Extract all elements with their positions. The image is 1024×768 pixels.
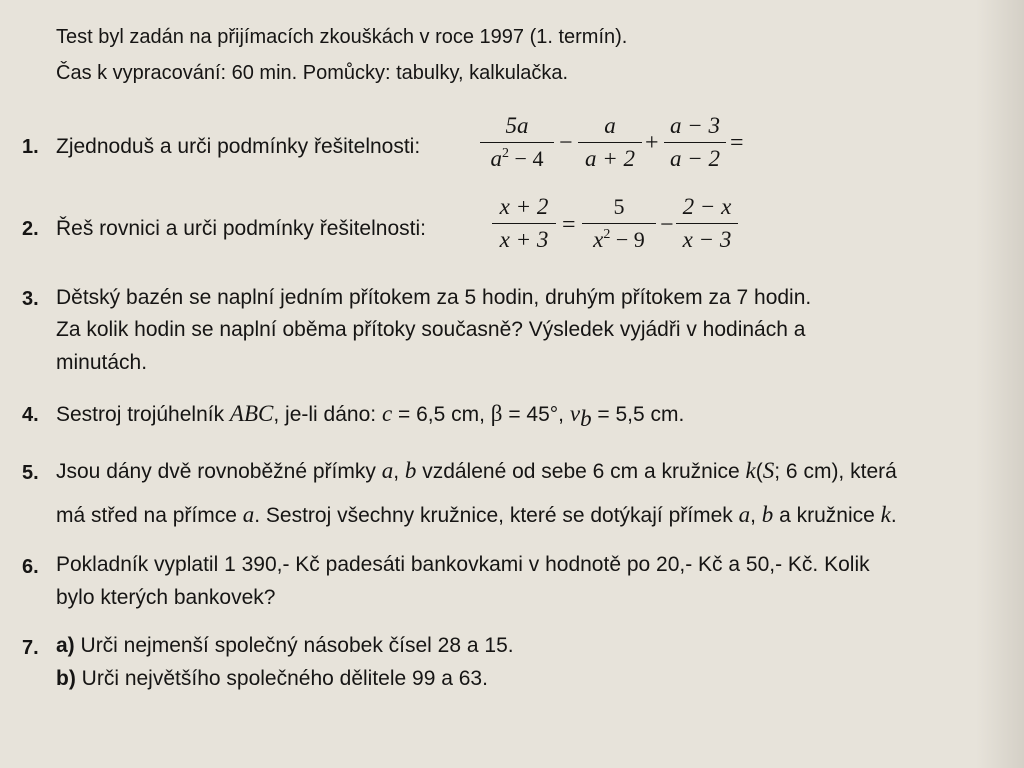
task-1-f3-numerator: a − 3 bbox=[669, 113, 721, 138]
task-7-a-text: Urči nejmenší společný násobek čísel 28 a 15. bbox=[74, 634, 514, 657]
task-4-v-value: = 5,5 cm. bbox=[591, 403, 685, 426]
intro-line-2: Čas k vypracování: 60 min. Pomůcky: tabulky, kalkulačka. bbox=[56, 62, 569, 84]
task-2-f1-numerator: x + 2 bbox=[499, 194, 549, 219]
task-4-c: c bbox=[381, 401, 393, 426]
task-5-center-S: S bbox=[762, 458, 775, 483]
task-5-line-a-2: a bbox=[242, 502, 255, 527]
task-7-number: 7. bbox=[22, 637, 39, 659]
task-3-number: 3. bbox=[22, 288, 39, 310]
task-2-fraction-1 bbox=[492, 194, 556, 253]
task-7-a-label: a) bbox=[56, 634, 75, 657]
task-7-b-label: b) bbox=[56, 667, 76, 690]
task-5-line-b: b bbox=[404, 458, 417, 483]
task-5-line-1 bbox=[56, 458, 897, 484]
task-5-l1b: , bbox=[393, 460, 405, 483]
task-4-number: 4. bbox=[22, 404, 39, 426]
task-5-number: 5. bbox=[22, 462, 39, 484]
task-5-l1e: ; 6 cm), která bbox=[774, 460, 897, 483]
task-2-equals: = bbox=[562, 212, 576, 238]
task-2-f3-numerator: 2 − x bbox=[682, 194, 732, 219]
task-5-l1d: ( bbox=[755, 460, 763, 483]
task-4-mid: , je-li dáno: bbox=[273, 403, 382, 426]
task-2-number: 2. bbox=[22, 218, 39, 240]
intro-line-1: Test byl zadán na přijímacích zkouškách v roce 1997 (1. termín). bbox=[56, 26, 628, 48]
task-1-f2-numerator: a bbox=[604, 113, 616, 138]
task-1-operator-1: − bbox=[559, 130, 573, 156]
task-4-v-subscript: b bbox=[580, 406, 592, 431]
task-7-a bbox=[56, 634, 514, 658]
task-4-beta-value: = 45°, bbox=[502, 403, 570, 426]
task-5-line-a-3: a bbox=[738, 502, 751, 527]
task-2-f1-denominator: x + 3 bbox=[499, 227, 549, 252]
task-5-line-b-2: b bbox=[761, 502, 774, 527]
task-1-f1-numerator: 5a bbox=[505, 113, 529, 138]
task-1-operator-2: + bbox=[645, 130, 659, 156]
task-5-line-2 bbox=[56, 502, 897, 528]
task-5-l2d: . bbox=[890, 504, 897, 527]
task-2-f2-denominator-tail: − 9 bbox=[610, 227, 645, 252]
task-1-f1-denominator-tail: − 4 bbox=[509, 146, 544, 171]
task-5-circle-k-2: k bbox=[880, 502, 891, 527]
task-6-number: 6. bbox=[22, 556, 39, 578]
task-1-f3-denominator: a − 2 bbox=[669, 146, 721, 171]
task-4-triangle-name: ABC bbox=[229, 401, 274, 426]
task-4-pre: Sestroj trojúhelník bbox=[56, 403, 230, 426]
task-4-c-value: = 6,5 cm, bbox=[392, 403, 491, 426]
task-5-l1c: vzdálené od sebe 6 cm a kružnice bbox=[416, 460, 746, 483]
task-5-line-a: a bbox=[381, 458, 394, 483]
task-6-line-2: bylo kterých bankovek? bbox=[56, 586, 276, 609]
task-1-f1-exponent: 2 bbox=[502, 146, 510, 161]
task-3-line-1: Dětský bazén se naplní jedním přítokem za 5 hodin, druhým přítokem za 7 hodin. bbox=[56, 286, 812, 309]
task-2-f2-denominator-base: x bbox=[593, 227, 604, 252]
task-3-line-3: minutách. bbox=[56, 351, 148, 374]
task-2-f2-exponent: 2 bbox=[603, 227, 611, 242]
task-3-line-2: Za kolik hodin se naplní oběma přítoky současně? Výsledek vyjádři v hodinách a bbox=[56, 318, 806, 341]
task-1-f2-denominator: a + 2 bbox=[584, 146, 636, 171]
task-2-fraction-2 bbox=[582, 194, 656, 253]
task-5-circle-k: k bbox=[745, 458, 756, 483]
task-7-b bbox=[56, 667, 488, 691]
task-1-text: Zjednoduš a urči podmínky řešitelnosti: bbox=[56, 135, 421, 158]
task-5-l2b: . Sestroj všechny kružnice, které se dotýkají přímek bbox=[254, 504, 739, 527]
task-4-beta: β bbox=[490, 401, 503, 426]
task-5-l2a: má střed na přímce bbox=[56, 504, 243, 527]
task-5-comma: , bbox=[750, 504, 762, 527]
task-1-fraction-2 bbox=[578, 113, 642, 172]
task-7-b-text: Urči největšího společného dělitele 99 a 63. bbox=[75, 667, 488, 690]
task-2-f2-numerator: 5 bbox=[613, 194, 625, 219]
task-4-v: v bbox=[569, 401, 581, 426]
task-6-line-1: Pokladník vyplatil 1 390,- Kč padesáti bankovkami v hodnotě po 20,- Kč a 50,- Kč. Kolik bbox=[56, 553, 870, 576]
task-1-number: 1. bbox=[22, 136, 39, 158]
task-5-l1a: Jsou dány dvě rovnoběžné přímky bbox=[56, 460, 382, 483]
task-2-text: Řeš rovnici a urči podmínky řešitelnosti: bbox=[56, 217, 426, 240]
task-5-l2c: a kružnice bbox=[773, 504, 881, 527]
task-1-fraction-1 bbox=[480, 113, 554, 172]
task-2-operator: − bbox=[660, 212, 674, 238]
task-4-text bbox=[56, 401, 685, 431]
task-2-fraction-3 bbox=[676, 194, 738, 253]
task-2-f3-denominator: x − 3 bbox=[682, 227, 732, 252]
task-1-fraction-3 bbox=[664, 113, 726, 172]
task-1-equals: = bbox=[730, 130, 744, 156]
task-1-f1-denominator-base: a bbox=[490, 146, 503, 171]
